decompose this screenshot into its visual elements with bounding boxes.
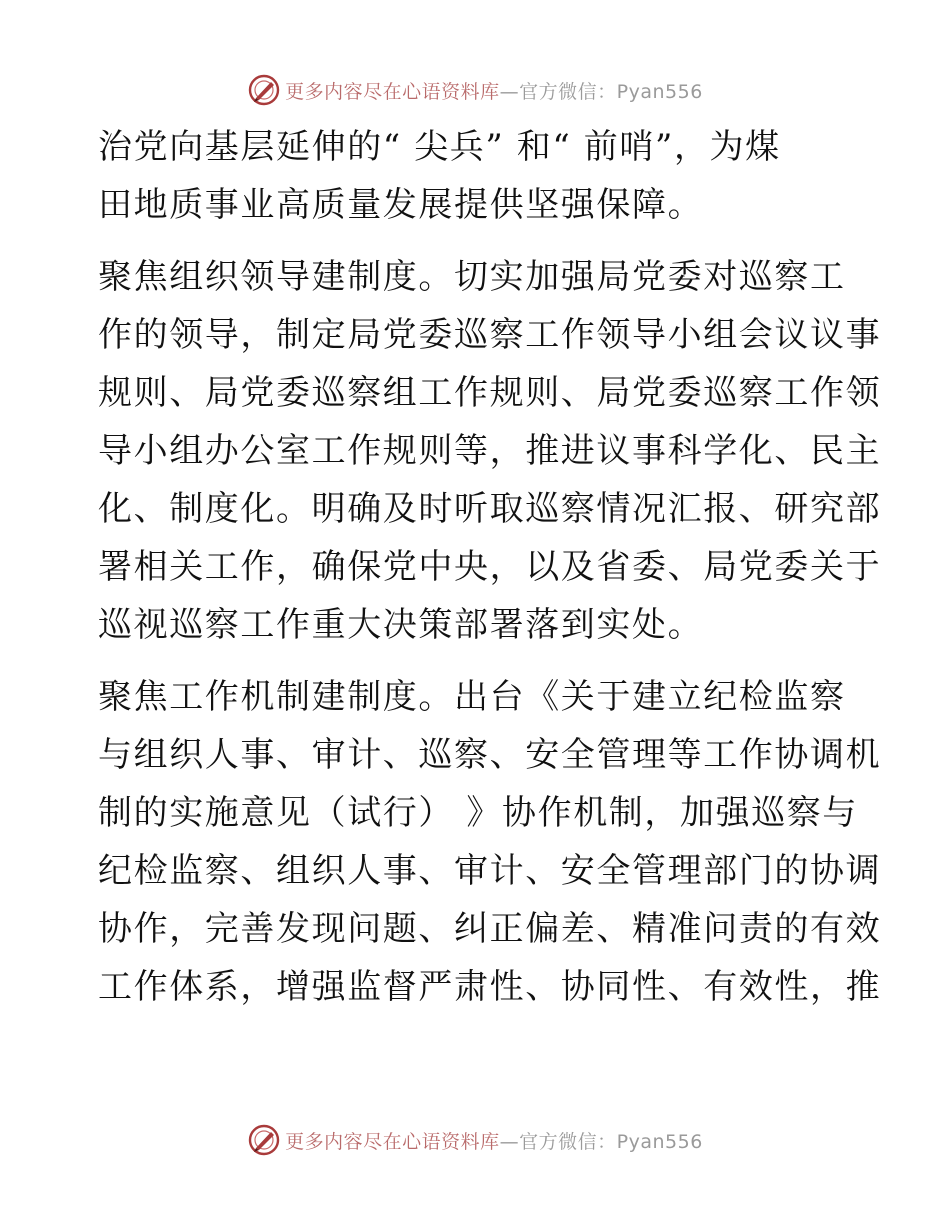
text-line: 协作，完善发现问题、纠正偏差、精准问责的有效 bbox=[98, 909, 882, 949]
text-line: 署相关工作，确保党中央，以及省委、局党委关于 bbox=[98, 547, 882, 587]
watermark-text bbox=[285, 77, 703, 104]
text-line: 巡视巡察工作重大决策部署落到实处。 bbox=[98, 605, 704, 645]
text-line: 制的实施意见（试行） 》协作机制，加强巡察与 bbox=[98, 793, 859, 833]
pen-logo-icon bbox=[247, 1123, 281, 1157]
text-line: 作的领导，制定局党委巡察工作领导小组会议议事 bbox=[98, 315, 882, 355]
watermark-text bbox=[285, 1127, 703, 1154]
text-line: 规则、局党委巡察组工作规则、局党委巡察工作领 bbox=[98, 373, 882, 413]
text-line: 与组织人事、审计、巡察、安全管理等工作协调机 bbox=[98, 735, 882, 775]
header-watermark bbox=[0, 70, 950, 110]
watermark-contact: 官方微信：Pyan556 bbox=[519, 80, 703, 103]
watermark-brand: 更多内容尽在心语资料库 bbox=[285, 1130, 500, 1153]
pen-logo-icon bbox=[247, 73, 281, 107]
text-line: 化、制度化。明确及时听取巡察情况汇报、研究部 bbox=[98, 489, 882, 529]
text-line: 田地质事业高质量发展提供坚强保障。 bbox=[98, 185, 704, 225]
watermark-brand: 更多内容尽在心语资料库 bbox=[285, 80, 500, 103]
text-line: 导小组办公室工作规则等，推进议事科学化、民主 bbox=[98, 431, 882, 471]
paragraph-2 bbox=[98, 248, 882, 654]
watermark-separator: — bbox=[499, 1130, 520, 1153]
watermark-separator: — bbox=[499, 80, 520, 103]
footer-watermark bbox=[0, 1120, 950, 1160]
text-line: 聚焦工作机制建制度。出台《关于建立纪检监察 bbox=[98, 677, 846, 717]
text-line: 纪检监察、组织人事、审计、安全管理部门的协调 bbox=[98, 851, 882, 891]
document-body bbox=[98, 118, 882, 1016]
text-line: 治党向基层延伸的“ 尖兵” 和“ 前哨”，为煤 bbox=[98, 127, 781, 167]
paragraph-1 bbox=[98, 118, 858, 234]
text-line: 工作体系，增强监督严肃性、协同性、有效性，推 bbox=[98, 967, 882, 1007]
watermark-contact: 官方微信：Pyan556 bbox=[519, 1130, 703, 1153]
paragraph-3 bbox=[98, 668, 882, 1016]
text-line: 聚焦组织领导建制度。切实加强局党委对巡察工 bbox=[98, 257, 846, 297]
